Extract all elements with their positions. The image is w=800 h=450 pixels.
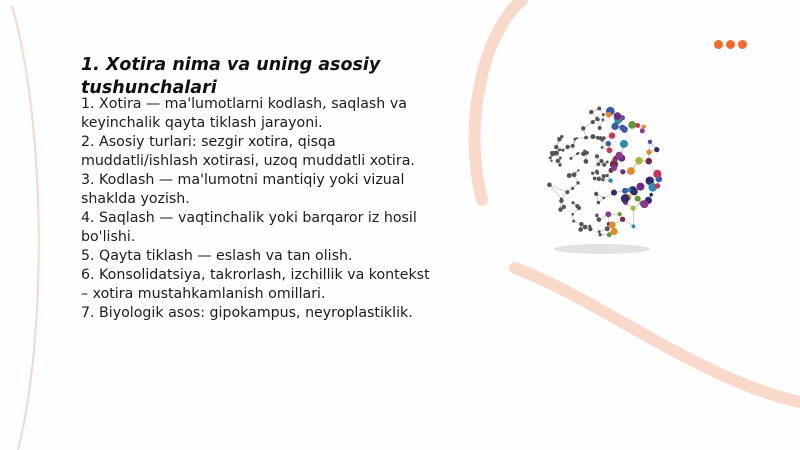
list-item: 5. Qayta tiklash — eslash va tan olish.	[81, 248, 353, 264]
menu-dots	[714, 40, 747, 49]
network-node	[620, 217, 625, 222]
network-node	[615, 152, 622, 159]
network-node	[597, 217, 600, 220]
network-node	[611, 165, 617, 171]
network-node	[571, 213, 574, 216]
network-node	[609, 132, 615, 138]
network-node	[621, 194, 630, 203]
network-node	[588, 225, 591, 228]
network-node	[556, 159, 560, 163]
network-node	[654, 147, 659, 152]
network-node	[635, 123, 640, 128]
network-node	[622, 188, 628, 194]
network-link	[549, 185, 561, 199]
network-node	[611, 190, 617, 196]
network-node	[611, 123, 618, 130]
network-node	[599, 233, 602, 236]
network-node	[583, 149, 586, 152]
network-node	[631, 224, 635, 228]
network-node	[614, 112, 622, 120]
network-node	[549, 156, 552, 159]
list-item: 4. Saqlash — vaqtinchalik yoki barqaror iz hosil bo'lishi.	[81, 210, 417, 245]
network-node	[597, 106, 601, 110]
network-node	[645, 158, 652, 165]
network-node	[605, 211, 611, 217]
network-node	[595, 154, 599, 158]
network-node	[595, 214, 599, 218]
network-node	[584, 136, 588, 140]
network-node	[589, 110, 593, 114]
network-node	[560, 135, 563, 138]
network-node	[640, 128, 645, 133]
network-node	[565, 145, 569, 149]
network-node	[554, 151, 559, 156]
network-node	[636, 183, 644, 191]
network-link	[549, 185, 567, 192]
network-node	[608, 178, 612, 182]
network-node	[571, 201, 574, 204]
network-node	[597, 201, 600, 204]
network-node	[577, 152, 580, 155]
network-node	[601, 138, 604, 141]
network-node	[640, 200, 648, 208]
network-node	[554, 145, 558, 149]
network-node	[571, 144, 575, 148]
network-node	[602, 113, 605, 116]
network-node	[562, 149, 565, 152]
network-node	[596, 162, 600, 166]
network-node	[576, 181, 579, 184]
network-node	[646, 149, 651, 154]
network-node	[559, 157, 562, 160]
dot-icon	[714, 40, 723, 49]
network-node	[599, 159, 603, 163]
network-node	[620, 140, 628, 148]
brain-network-icon	[536, 100, 676, 260]
network-node	[602, 119, 605, 122]
network-node	[598, 126, 602, 130]
network-node	[595, 170, 599, 174]
network-node	[630, 206, 635, 211]
network-node	[607, 147, 613, 153]
dot-icon	[726, 40, 735, 49]
network-node	[609, 221, 616, 228]
left-arc	[12, 6, 39, 450]
network-node	[565, 190, 569, 194]
network-node	[627, 167, 635, 175]
list-item: 6. Konsolidatsiya, takrorlash, izchillik va kontekst – xotira mustahkamlanish omillari.	[81, 267, 430, 302]
list-item: 1. Xotira — ma'lumotlarni kodlash, saqlash va keyinchalik qayta tiklash jarayoni.	[81, 96, 407, 131]
network-node	[577, 169, 579, 171]
network-node	[547, 183, 552, 188]
network-node	[572, 220, 575, 223]
network-node	[602, 174, 606, 178]
network-node	[648, 140, 652, 144]
network-node	[584, 159, 589, 164]
network-node	[627, 188, 631, 192]
network-node	[569, 157, 572, 160]
network-node	[606, 141, 611, 146]
network-node	[558, 163, 562, 167]
network-node	[558, 149, 561, 152]
bottom-arc	[515, 268, 800, 402]
top-arc	[475, 0, 522, 200]
list-item: 7. Biyologik asos: gipokampus, neyroplastiklik.	[81, 305, 413, 321]
dot-icon	[738, 40, 747, 49]
network-node	[606, 161, 609, 164]
network-node	[575, 204, 579, 208]
network-node	[635, 196, 641, 202]
network-node	[602, 163, 606, 167]
network-node	[642, 125, 646, 129]
network-node	[567, 173, 572, 178]
network-node	[602, 197, 605, 200]
network-node	[605, 226, 610, 231]
network-node	[581, 126, 585, 130]
network-node	[606, 112, 612, 118]
network-node	[649, 193, 653, 197]
network-node	[591, 172, 594, 175]
network-node	[628, 121, 636, 129]
network-node	[573, 138, 576, 141]
network-node	[558, 207, 562, 211]
list-item: 3. Kodlash — ma'lumotni mantiqiy yoki vizual shaklda yozish.	[81, 172, 405, 207]
network-node	[618, 212, 622, 216]
network-node	[598, 230, 601, 233]
network-node	[593, 177, 597, 181]
network-node	[606, 174, 609, 177]
brain-shadow	[554, 244, 650, 254]
network-node	[590, 134, 595, 139]
network-node	[597, 177, 602, 182]
network-node	[572, 172, 577, 177]
network-node	[579, 222, 583, 226]
network-node	[655, 183, 660, 188]
network-node	[595, 117, 599, 121]
network-node	[653, 170, 661, 178]
slide-title: 1. Xotira nima va uning asosiy tushunchalari	[81, 55, 381, 98]
network-node	[621, 126, 628, 133]
network-node	[591, 120, 595, 124]
network-node	[594, 192, 598, 196]
content-list	[81, 95, 431, 323]
list-item: 2. Asosiy turlari: sezgir xotira, qisqa muddatli/ishlash xotirasi, uzoq muddatli xotira.	[81, 134, 415, 169]
network-node	[583, 225, 588, 230]
network-node	[601, 178, 604, 181]
network-node	[601, 146, 604, 149]
network-node	[578, 227, 583, 232]
network-node	[620, 169, 625, 174]
network-node	[550, 151, 554, 155]
network-node	[560, 197, 563, 200]
network-node	[550, 160, 552, 162]
network-node	[588, 227, 593, 232]
network-node	[635, 157, 643, 165]
network-node	[571, 187, 574, 190]
network-node	[607, 232, 612, 237]
network-node	[611, 228, 618, 235]
